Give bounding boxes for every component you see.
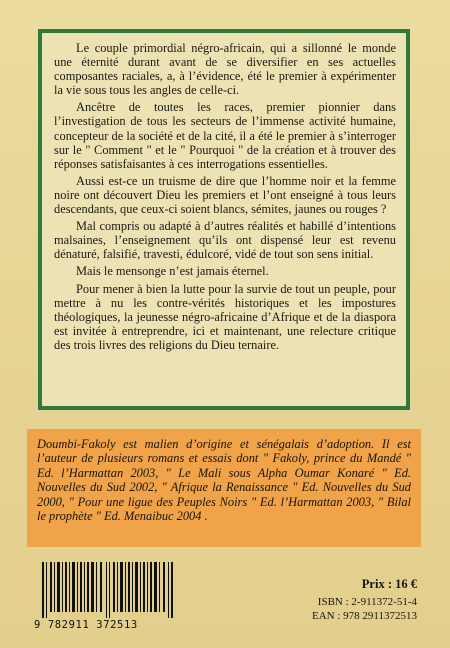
paragraph-5: Mais le mensonge n’est jamais éternel. <box>76 264 269 279</box>
price-label: Prix : 16 € <box>361 577 417 591</box>
barcode <box>34 562 184 632</box>
isbn-label: ISBN : 2-911372-51-4 <box>317 596 417 608</box>
ean-label: EAN : 978 2911372513 <box>311 610 417 622</box>
paragraph-4: Mal compris ou adapté à d’autres réalités et habillé d’intentions malsaines, l’enseignement qu’ils ont dispensé leur est revenu dénaturé, falsifié, travesti, édulcoré, vidé de tout son sens initial. <box>54 219 396 262</box>
author-bio: Doumbi-Fakoly est malien d’origine et sénégalais d’adoption. Il est l’auteur de plusieurs romans et essais dont " Fakoly, prince du Mandé " Ed. l’Harmattan 2003, " Le Mali sous Alpha Oumar Konaré " Ed. Nouvelles du Sud 2002, " Afrique la Renaissance " Ed. Nouvelles du Sud 2000, " Pour une ligue des Peuples Noirs " Ed. l’Harmattan 2003, " Bilal le prophète " Ed. Menaibuc 2004 . <box>37 437 411 524</box>
author-bio-box <box>27 429 421 547</box>
paragraph-3: Aussi est-ce un truisme de dire que l’homme noir et la femme noire ont découvert Dieu les premiers et l’ont enseigné à tous leurs descendants, que ceux-ci soient blancs, sémites, jaunes ou rouges ? <box>54 173 396 217</box>
paragraph-6: Pour mener à bien la lutte pour la survie de tout un peuple, pour mettre à nu les contre-vérités historiques et les impostures théologiques, la jeunesse négro-africaine d’Afrique et de la diaspora est invitée à entreprendre, ici et maintenant, une relecture critique des trois livres des religions du Dieu ternaire. <box>54 281 396 352</box>
main-text-frame <box>38 29 410 410</box>
barcode-icon <box>34 562 184 618</box>
paragraph-1: Le couple primordial négro-africain, qui a sillonné le monde une éternité durant avant de se diversifier en ses actuelles composantes raciales, a, à l’évidence, été le premier à expérimenter la vie sous tous les angles de celle-ci. <box>54 41 396 98</box>
paragraph-2: Ancêtre de toutes les races, premier pionnier dans l’investigation de tous les secteurs de l’immense activité humaine, concepteur de la société et de la cité, il a été le premier à s’interroger sur le " Comment " et le " Pourquoi " de la création et à trouver des réponses satisfaisantes à ces interrogations essentielles. <box>54 100 396 171</box>
barcode-digits: 9 782911 372513 <box>34 619 138 631</box>
